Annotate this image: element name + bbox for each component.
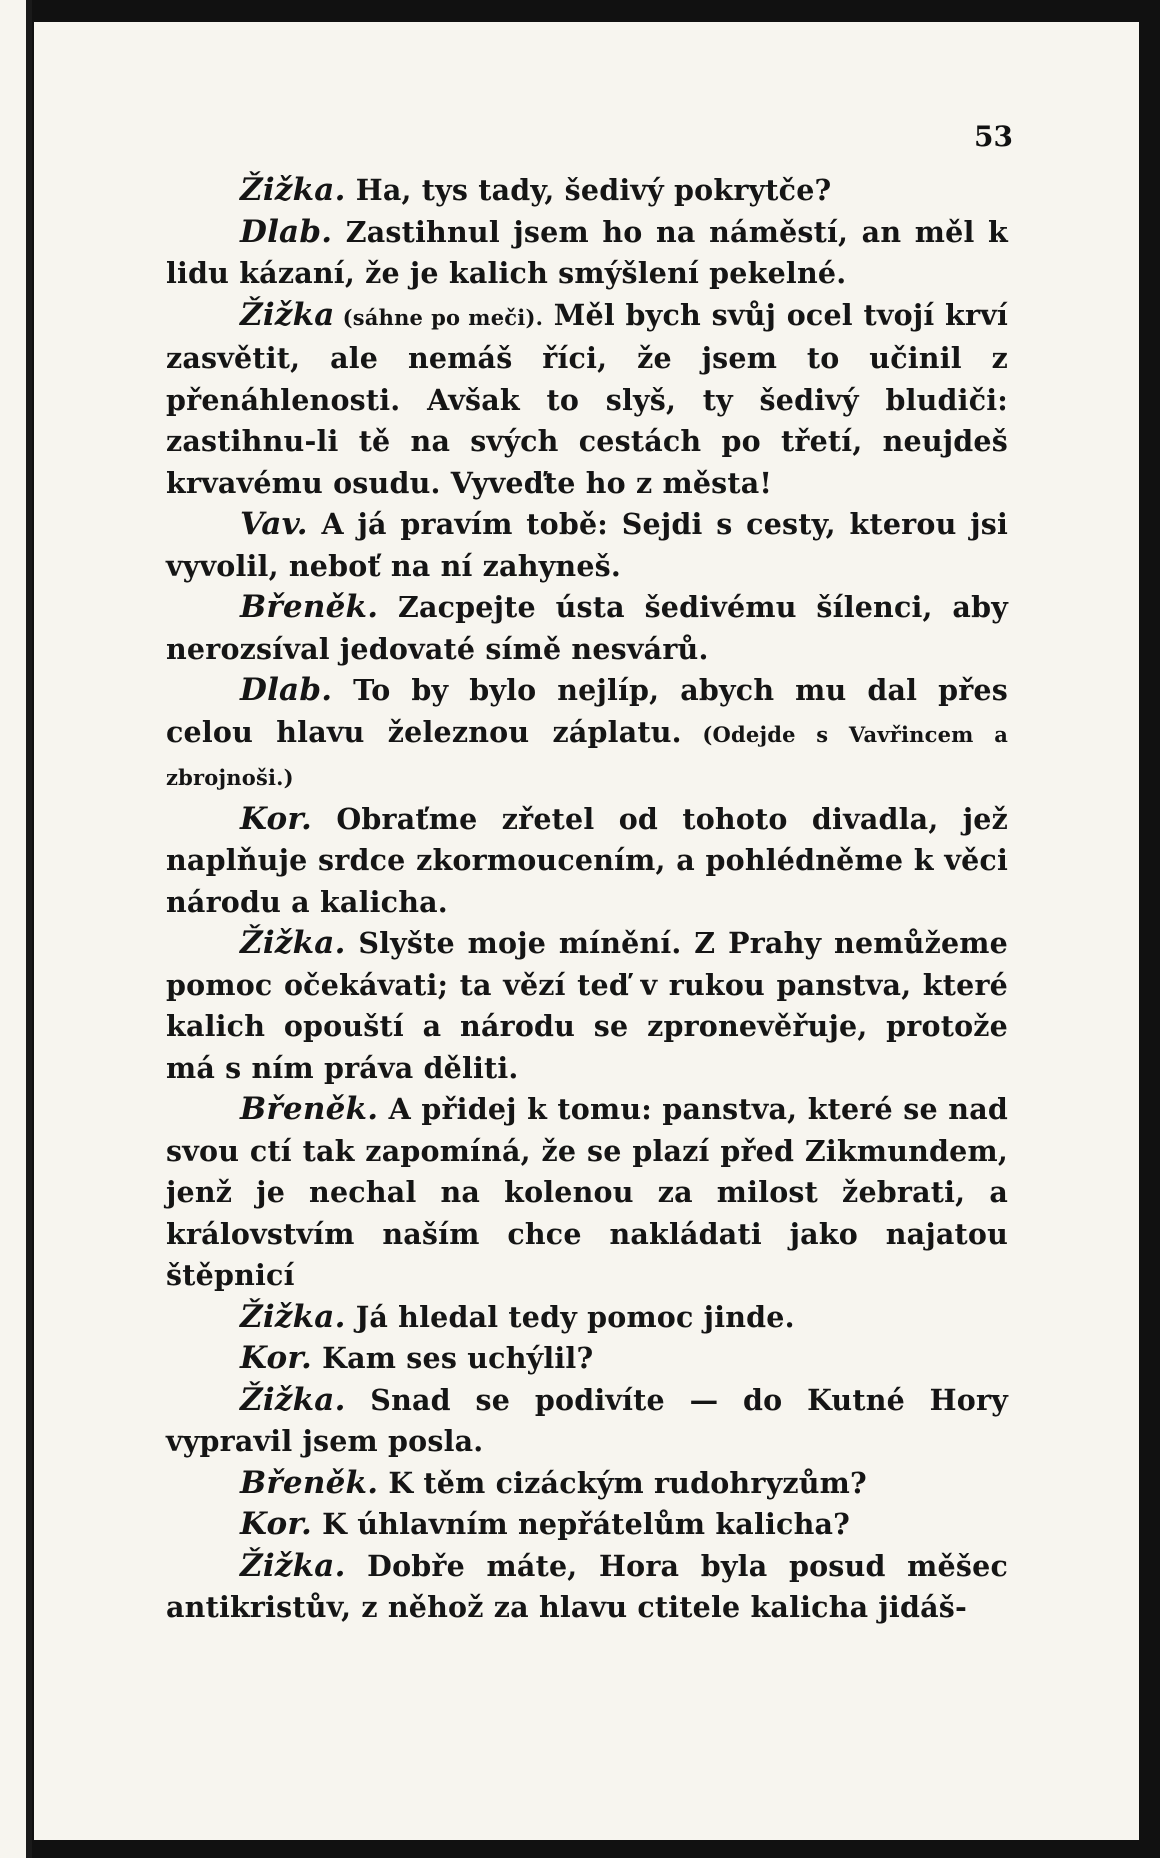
dialogue-paragraph bbox=[166, 1546, 1008, 1629]
dialogue-text: Dobře máte, Hora byla posud měšec antikristův, z něhož za hlavu ctitele kalicha jidáš- bbox=[166, 1548, 1008, 1624]
dialogue-paragraph bbox=[166, 212, 1008, 295]
dialogue-text: Kam ses uchýlil? bbox=[312, 1341, 594, 1375]
book-page bbox=[34, 22, 1139, 1840]
speaker-name: Žižka. bbox=[240, 1381, 346, 1418]
dialogue-text: K těm cizáckým rudohryzům? bbox=[378, 1465, 867, 1500]
dialogue-text: K úhlavním nepřátelům kalicha? bbox=[312, 1507, 851, 1541]
dialogue-text: Obraťme zřetel od tohoto divadla, jež naplňuje srdce zkormoucením, a pohlédněme k věci národu a kalicha. bbox=[166, 801, 1008, 919]
page-number: 53 bbox=[974, 120, 1013, 153]
dialogue-paragraph bbox=[166, 1463, 1008, 1505]
speaker-name: Žižka. bbox=[240, 925, 346, 961]
dialogue-text: Já hledal tedy pomoc jinde. bbox=[345, 1299, 795, 1334]
speaker-name: Dlab. bbox=[240, 213, 333, 250]
dialogue-text: A přidej k tomu: panstva, které se nad svou ctí tak zapomíná, že se plazí před Zikmundem, jenž je nechal na kolenou za milost žebrati, a královstvím naším chce nakládati jako najatou štěpnicí bbox=[166, 1092, 1008, 1292]
dialogue-paragraph bbox=[166, 170, 1008, 212]
speaker-name: Kor. bbox=[240, 800, 313, 837]
play-text bbox=[166, 170, 1008, 1629]
speaker-name: Břeněk. bbox=[240, 1091, 379, 1127]
speaker-name: Kor. bbox=[240, 1340, 313, 1376]
dialogue-text: To by bylo nejlíp, abych mu dal přes celou hlavu železnou záplatu. bbox=[166, 673, 1008, 749]
dialogue-text: Snad se podivíte — do Kutné Hory vypravil jsem posla. bbox=[166, 1382, 1008, 1458]
dialogue-paragraph bbox=[166, 1380, 1008, 1463]
speaker-name: Kor. bbox=[240, 1506, 313, 1542]
speaker-name: Žižka bbox=[240, 296, 335, 333]
dialogue-text: Ha, tys tady, šedivý pokrytče? bbox=[345, 173, 832, 207]
dialogue-text: Zastihnul jsem ho na náměstí, an měl k lidu kázaní, že je kalich smýšlení pekelné. bbox=[166, 214, 1008, 290]
speaker-name: Žižka. bbox=[240, 172, 346, 208]
dialogue-paragraph bbox=[166, 295, 1008, 505]
dialogue-paragraph bbox=[166, 1089, 1008, 1297]
dialogue-text: Slyšte moje mínění. Z Prahy nemůžeme pomoc očekávati; ta vězí teď v rukou panstva, které kalich opouští a národu se zpronevěřuje, protože má s ním práva děliti. bbox=[166, 926, 1008, 1085]
scan-left-edge bbox=[0, 0, 32, 1858]
stage-direction: (Odejde s Vavřincem a zbrojnoši.) bbox=[166, 721, 1008, 790]
stage-direction: (sáhne po meči). bbox=[334, 304, 544, 330]
speaker-name: Dlab. bbox=[240, 672, 333, 708]
dialogue-paragraph bbox=[166, 587, 1008, 670]
dialogue-paragraph bbox=[166, 799, 1008, 924]
speaker-name: Břeněk. bbox=[240, 589, 379, 625]
dialogue-paragraph bbox=[166, 923, 1008, 1089]
dialogue-text: A já pravím tobě: Sejdi s cesty, kterou jsi vyvolil, neboť na ní zahyneš. bbox=[166, 507, 1008, 583]
dialogue-text: Zacpejte ústa šedivému šílenci, aby nerozsíval jedovaté símě nesvárů. bbox=[166, 590, 1008, 666]
dialogue-paragraph bbox=[166, 1504, 1008, 1546]
speaker-name: Břeněk. bbox=[240, 1464, 379, 1501]
dialogue-paragraph bbox=[166, 1297, 1008, 1339]
speaker-name: Vav. bbox=[240, 506, 308, 542]
dialogue-paragraph bbox=[166, 670, 1008, 799]
dialogue-paragraph bbox=[166, 504, 1008, 587]
speaker-name: Žižka. bbox=[240, 1298, 346, 1335]
dialogue-paragraph bbox=[166, 1338, 1008, 1380]
speaker-name: Žižka. bbox=[240, 1547, 346, 1584]
dialogue-text: Měl bych svůj ocel tvojí krví zasvětit, ale nemáš říci, že jsem to učinil z přenáhlenosti. Avšak to slyš, ty šedivý bludiči: zastihnu-li tě na svých cestách po třetí, neujdeš krvavému osudu. Vyveďte ho z města! bbox=[166, 297, 1008, 500]
